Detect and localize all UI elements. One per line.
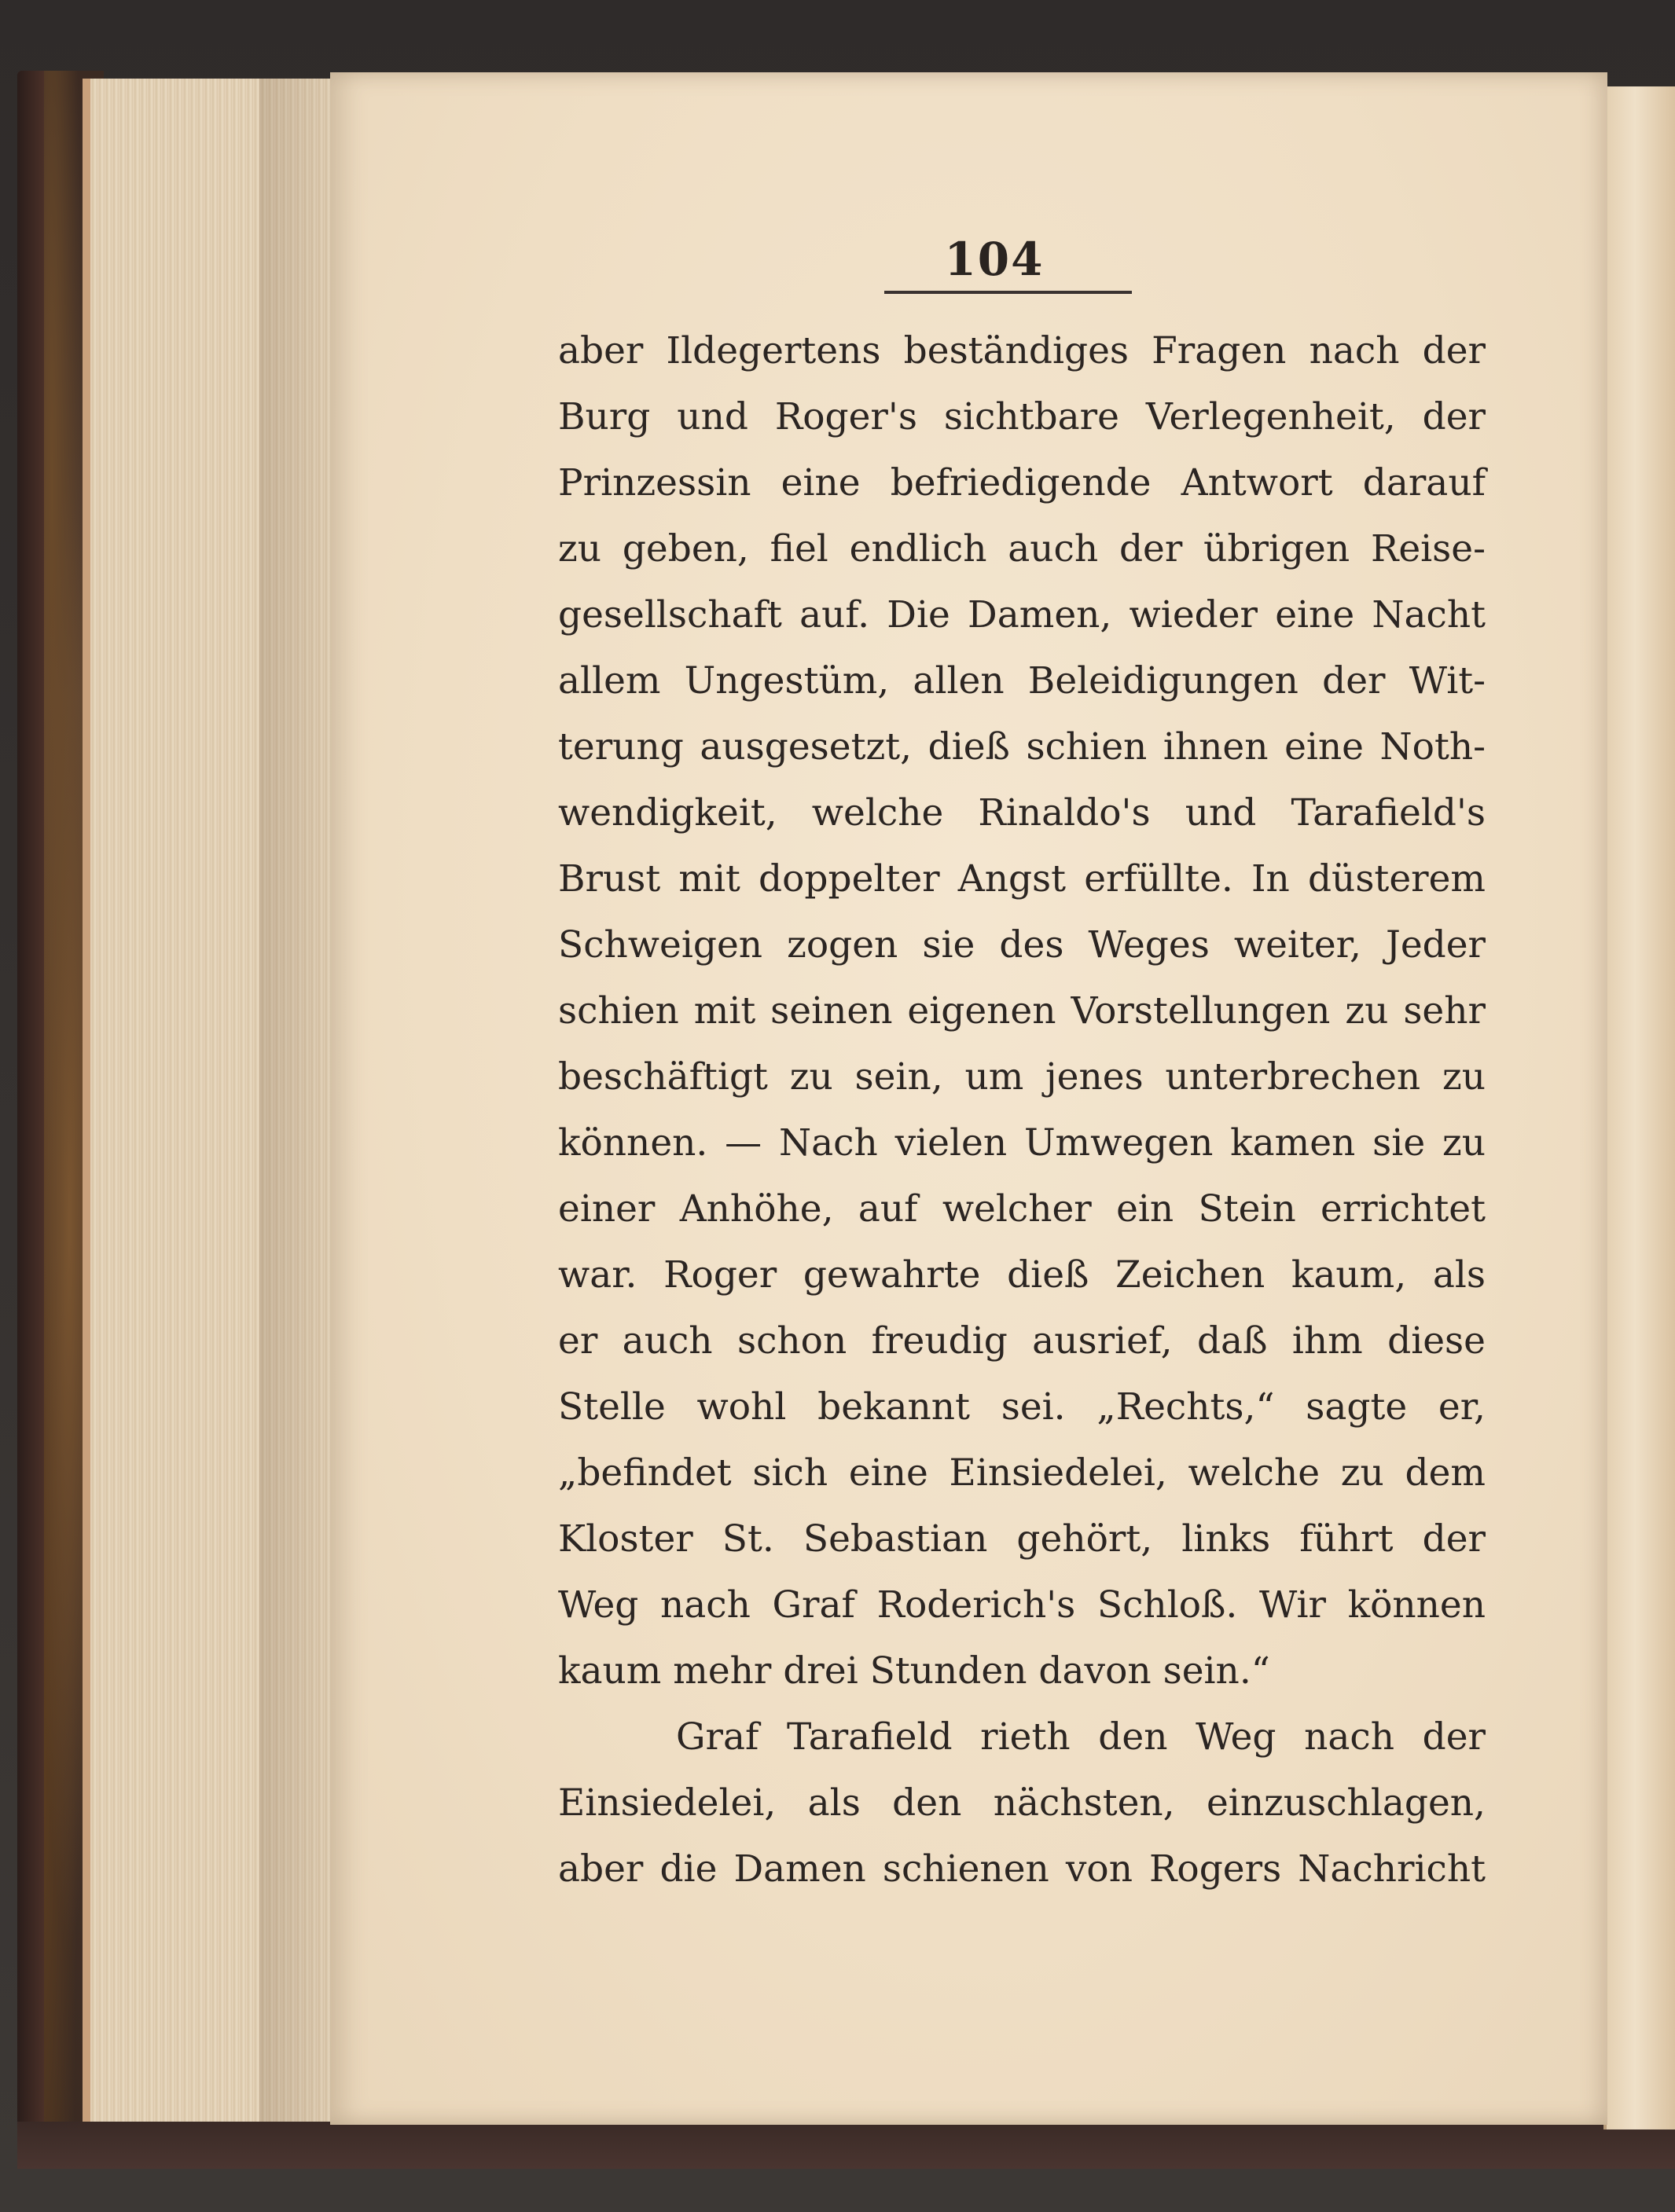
text-line: können. — Nach vielen Umwegen kamen sie zu: [558, 1121, 1486, 1165]
page-text: [558, 318, 1486, 1902]
book-cover-bottom: [17, 2122, 1675, 2169]
text-line: Kloster St. Sebastian gehört, links führt der: [558, 1517, 1486, 1561]
next-page-edge: [1603, 86, 1675, 2129]
text-line: Schweigen zogen sie des Weges weiter, Jeder: [558, 923, 1486, 967]
text-line: Prinzessin eine befriedigende Antwort darauf: [558, 461, 1486, 504]
page-number: 104: [944, 233, 1045, 286]
text-line: schien mit seinen eigenen Vorstellungen zu sehr: [558, 989, 1486, 1033]
text-line: beschäftigt zu sein, um jenes unterbrechen zu: [558, 1055, 1486, 1099]
text-line: Weg nach Graf Roderich's Schloß. Wir können: [558, 1583, 1486, 1627]
text-line: kaum mehr drei Stunden davon sein.“: [558, 1649, 1270, 1693]
text-line: Stelle wohl bekannt sei. „Rechts,“ sagte er,: [558, 1385, 1486, 1429]
text-line: Burg und Roger's sichtbare Verlegenheit, der: [558, 395, 1486, 438]
text-line: gesellschaft auf. Die Damen, wieder eine Nacht: [558, 593, 1486, 636]
text-line: wendigkeit, welche Rinaldo's und Tarafield's: [558, 791, 1486, 835]
text-line: einer Anhöhe, auf welcher ein Stein errichtet: [558, 1187, 1486, 1231]
text-line: aber Ildegertens beständiges Fragen nach der: [558, 329, 1486, 372]
text-line: war. Roger gewahrte dieß Zeichen kaum, als: [558, 1253, 1486, 1297]
text-line: „befindet sich eine Einsiedelei, welche zu dem: [558, 1451, 1486, 1495]
header-rule: [884, 291, 1132, 294]
text-line: Brust mit doppelter Angst erfüllte. In düsterem: [558, 857, 1486, 901]
text-line: allem Ungestüm, allen Beleidigungen der Wit-: [558, 659, 1486, 702]
book-spine-edge: [17, 71, 44, 2153]
text-line: Graf Tarafield rieth den Weg nach der: [676, 1715, 1486, 1759]
text-line: er auch schon freudig ausrief, daß ihm diese: [558, 1319, 1486, 1363]
text-line: Einsiedelei, als den nächsten, einzuschlagen,: [558, 1781, 1486, 1825]
text-line: terung ausgesetzt, dieß schien ihnen eine Noth-: [558, 725, 1486, 769]
text-line: aber die Damen schienen von Rogers Nachricht: [558, 1847, 1486, 1891]
text-line: zu geben, fiel endlich auch der übrigen Reise-: [558, 527, 1486, 570]
